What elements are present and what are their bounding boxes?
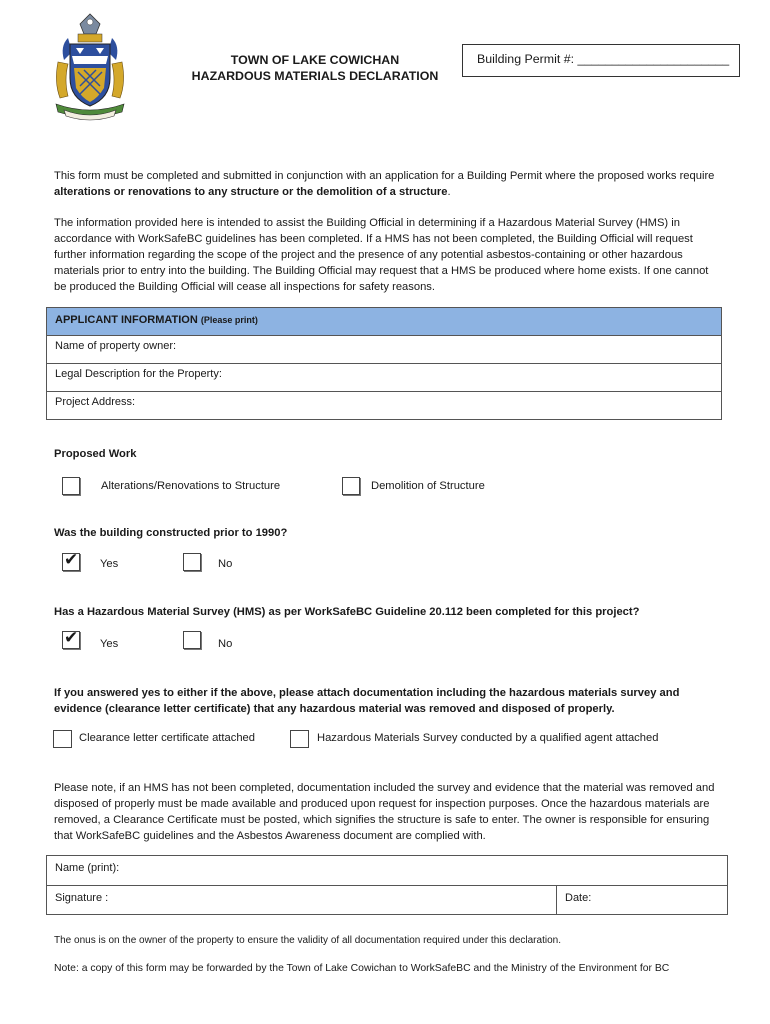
- hms-note-paragraph: Please note, if an HMS has not been completed, documentation included the survey and evidence that the material was removed and disposed of properly must be made available and produced upon request for inspection purposes. Once the hazardous materials are removed, a Clearance Certificate must be posted, which signifies the structure is safe to enter. The owner is responsible for ensuring that WorkSafeBC guidelines and the Asbestos Awareness document are complied with.: [54, 782, 715, 842]
- copy-forward-note: Note: a copy of this form may be forwarded by the Town of Lake Cowichan to WorkSafeBC and the Ministry of the Environment for BC: [54, 963, 670, 974]
- prior-1990-question: Was the building constructed prior to 1990?: [54, 527, 288, 539]
- attach-instructions: If you answered yes to either if the above, please attach documentation including the hazardous materials survey and evidence (clearance letter certificate) that any hazardous material was removed and disposed of properly.: [54, 687, 680, 715]
- checkmark-icon: ✔: [64, 628, 79, 648]
- applicant-header-label: APPLICANT INFORMATION: [55, 314, 198, 326]
- signature-table: [46, 855, 728, 915]
- prior-1990-yes-checkbox[interactable]: [62, 550, 80, 571]
- checkmark-icon: ✔: [64, 550, 79, 570]
- name-print-label: Name (print):: [55, 862, 120, 874]
- prior-1990-yes-label: Yes: [100, 558, 119, 570]
- form-title-line-1: TOWN OF LAKE COWICHAN: [230, 53, 400, 67]
- intro-paragraph-1: [54, 168, 722, 200]
- applicant-information-table: [46, 307, 722, 420]
- hms-survey-attached-checkbox[interactable]: [290, 730, 309, 748]
- coat-of-arms-logo: [50, 12, 130, 124]
- clearance-letter-checkbox[interactable]: [53, 730, 72, 748]
- signature-field[interactable]: [47, 886, 557, 914]
- intro-text: This form must be completed and submitted in conjunction with an application for a Building Permit where the proposed works require: [54, 170, 715, 182]
- hms-yes-checkbox[interactable]: [62, 628, 80, 649]
- applicant-header-note: (Please print): [200, 315, 258, 325]
- alterations-checkbox[interactable]: [62, 477, 80, 495]
- legal-description-label: Legal Description for the Property:: [55, 368, 222, 380]
- hms-yes-label: Yes: [100, 638, 119, 650]
- building-permit-label: Building Permit #: ______________________: [477, 52, 730, 66]
- onus-note: The onus is on the owner of the property to ensure the validity of all documentation required under this declaration.: [54, 935, 561, 946]
- proposed-work-heading: Proposed Work: [54, 448, 137, 460]
- clearance-letter-label: Clearance letter certificate attached: [79, 732, 255, 744]
- property-owner-name-field[interactable]: [47, 335, 721, 363]
- intro-bold-text: alterations or renovations to any structure or the demolition of a structure: [54, 186, 448, 198]
- signature-row: [47, 885, 727, 914]
- hms-question: Has a Hazardous Material Survey (HMS) as per WorkSafeBC Guideline 20.112 been completed for this project?: [54, 606, 640, 618]
- project-address-field[interactable]: [47, 391, 721, 419]
- intro-paragraph-2: The information provided here is intended to assist the Building Official in determining if a Hazardous Material Survey (HMS) in accordance with WorkSafeBC guidelines has been completed. If a HMS has not been completed, the Building Official will request further information regarding the scope of the project and the presence of any potential asbestos-containing or other hazardous materials prior to entry into the building. The Building Official may request that a HMS be produced where home exists. If one cannot be produced the Building Official will cease all inspections for safety reasons.: [54, 217, 709, 293]
- form-title-line-2: HAZARDOUS MATERIALS DECLARATION: [191, 69, 439, 83]
- date-label: Date:: [565, 892, 592, 904]
- applicant-information-header: [47, 308, 721, 335]
- legal-description-field[interactable]: [47, 363, 721, 391]
- property-owner-label: Name of property owner:: [55, 340, 177, 352]
- alterations-label: Alterations/Renovations to Structure: [101, 480, 281, 492]
- name-print-field[interactable]: [47, 856, 727, 885]
- prior-1990-no-label: No: [218, 558, 233, 570]
- hms-survey-attached-label: Hazardous Materials Survey conducted by a qualified agent attached: [317, 732, 659, 744]
- date-field[interactable]: [557, 886, 727, 914]
- intro-end: .: [447, 186, 451, 198]
- demolition-checkbox[interactable]: [342, 477, 360, 495]
- demolition-label: Demolition of Structure: [371, 480, 485, 492]
- prior-1990-no-checkbox[interactable]: [183, 553, 201, 571]
- signature-label: Signature :: [55, 892, 109, 904]
- hms-no-checkbox[interactable]: [183, 631, 201, 649]
- hms-no-label: No: [218, 638, 233, 650]
- project-address-label: Project Address:: [55, 396, 136, 408]
- building-permit-number-field[interactable]: [462, 44, 740, 77]
